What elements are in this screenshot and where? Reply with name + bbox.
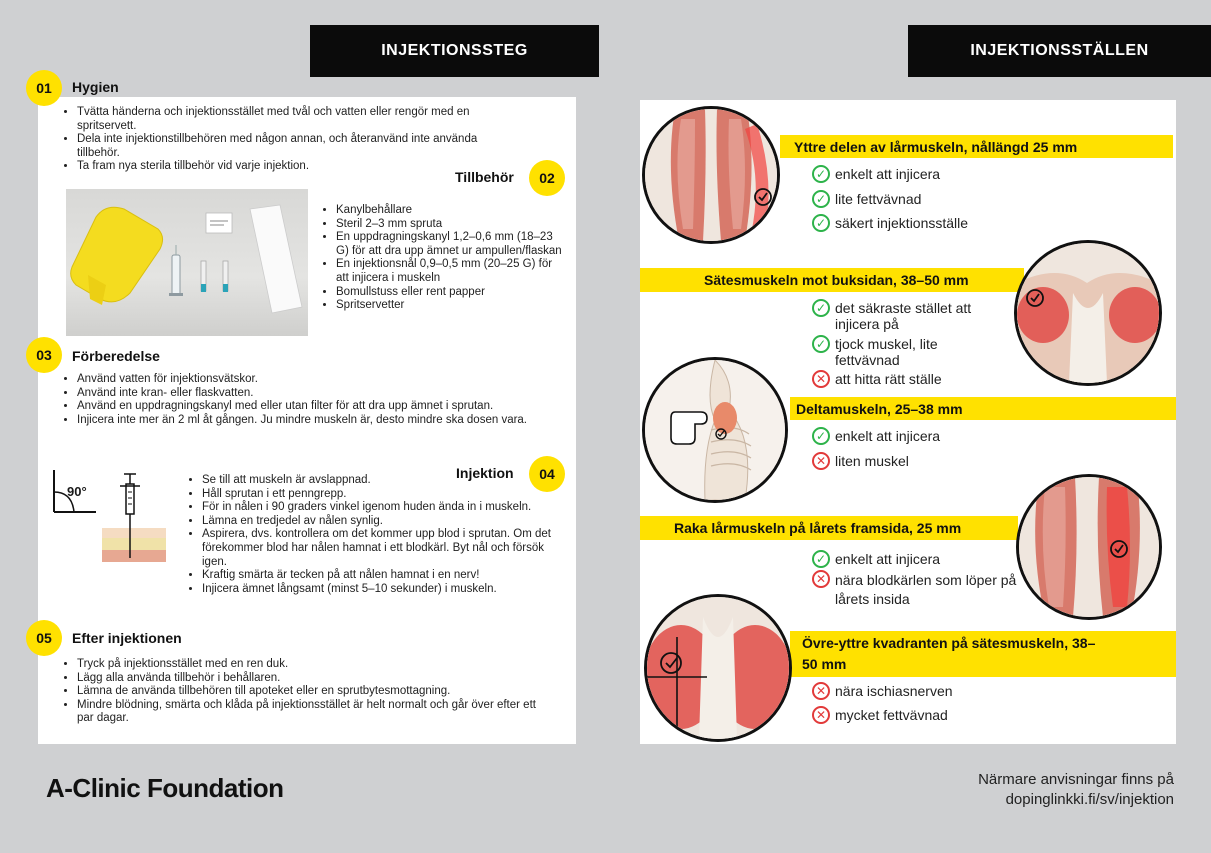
site-bar-rectus-femoris xyxy=(640,516,1018,540)
site-point-text: mycket fettvävnad xyxy=(835,707,948,723)
site-title: Yttre delen av lårmuskeln, nållängd 25 mm xyxy=(794,138,1078,155)
site-image-thigh-outer xyxy=(642,106,780,244)
step-number-04: 04 xyxy=(529,456,565,492)
site-point xyxy=(812,683,953,700)
list-item: • Ta fram nya sterila tillbehör vid varje injektion. xyxy=(77,160,483,174)
check-circle-icon: ✓ xyxy=(812,214,830,232)
site-point-text: tjock muskel, lite fettvävnad xyxy=(835,336,938,368)
site-point xyxy=(812,428,940,445)
check-circle-icon: ✓ xyxy=(812,165,830,183)
site-image-ventrogluteal xyxy=(1014,240,1162,386)
site-image-deltoid xyxy=(642,357,788,503)
section-title-injektion: Injektion xyxy=(456,465,514,481)
list-item: • Lägg alla använda tillbehör i behållaren. xyxy=(77,672,538,686)
injection-steps-header xyxy=(310,25,599,77)
x-circle-icon: ✕ xyxy=(812,370,830,388)
site-point-text: enkelt att injicera xyxy=(835,166,941,182)
list-item: • Kanylbehållare xyxy=(336,204,562,218)
step-number-02: 02 xyxy=(529,160,565,196)
site-bar-dorsogluteal xyxy=(790,631,1176,677)
check-circle-icon: ✓ xyxy=(812,335,830,353)
list-item: • Lämna en tredjedel av nålen synlig. xyxy=(202,515,558,529)
site-title: Deltamuskeln, 25–38 mm xyxy=(796,400,963,417)
forberedelse-list xyxy=(63,373,553,427)
list-item: • Kraftig smärta är tecken på att nålen hamnat i en nerv! xyxy=(202,569,558,583)
site-title: Sätesmuskeln mot buksidan, 38–50 mm xyxy=(704,272,969,288)
list-item: • Spritservetter xyxy=(336,299,562,313)
step-number-03: 03 xyxy=(26,337,62,373)
site-point xyxy=(812,215,968,232)
list-item: • Använd inte kran- eller flaskvatten. xyxy=(77,387,553,401)
list-item: • För in nålen i 90 graders vinkel igenom huden ända in i muskeln. xyxy=(202,501,558,515)
site-point-text: det säkraste stället att injicera på xyxy=(835,300,972,332)
site-point xyxy=(812,551,940,568)
header-left-text: INJEKTIONSSTEG xyxy=(381,42,528,59)
site-point-text: liten muskel xyxy=(835,453,909,469)
site-title: Raka lårmuskeln på lårets framsida, 25 mm xyxy=(674,520,962,536)
section-title-forberedelse: Förberedelse xyxy=(72,348,160,364)
site-point-text: nära ischiasnerven xyxy=(835,683,953,699)
site-point xyxy=(812,166,940,183)
check-circle-icon: ✓ xyxy=(812,427,830,445)
site-point-text: att hitta rätt ställe xyxy=(835,371,942,387)
list-item: • En uppdragningskanyl 1,2–0,6 mm (18–23 G) för att dra upp ämnet ur ampullen/flaskan xyxy=(336,231,562,258)
site-point xyxy=(812,707,948,724)
site-bar-ventrogluteal xyxy=(640,268,1024,292)
list-item: • Mindre blödning, smärta och klåda på injektionsstället är helt normalt och går över efter ett par dagar. xyxy=(77,699,538,726)
section-title-hygien: Hygien xyxy=(72,79,119,95)
site-bar-vastus-lateralis xyxy=(780,135,1173,158)
x-circle-icon: ✕ xyxy=(812,682,830,700)
check-circle-icon: ✓ xyxy=(812,299,830,317)
list-item: • En injektionsnål 0,9–0,5 mm (20–25 G) för att injicera i muskeln xyxy=(336,258,562,285)
shoulder-skeleton-illustration xyxy=(645,360,785,500)
list-item: • Tvätta händerna och injektionsstället med tvål och vatten eller rengör med en spritservett. xyxy=(77,106,483,133)
check-circle-icon: ✓ xyxy=(812,190,830,208)
list-item: • Injicera inte mer än 2 ml åt gången. Ju mindre muskeln är, desto mindre ska dosen vara. xyxy=(77,414,553,428)
header-right-text: INJEKTIONSSTÄLLEN xyxy=(970,42,1149,59)
front-thigh-illustration xyxy=(1019,477,1159,617)
site-point xyxy=(812,453,909,470)
x-circle-icon: ✕ xyxy=(812,706,830,724)
site-point xyxy=(812,336,952,368)
site-point xyxy=(812,191,921,208)
list-item: • Injicera ämnet långsamt (minst 5–10 sekunder) i muskeln. xyxy=(202,583,558,597)
hygien-list xyxy=(63,106,483,174)
site-bar-deltoid xyxy=(790,397,1176,420)
list-item: • Håll sprutan i ett penngrepp. xyxy=(202,488,558,502)
site-title: Övre-yttre kvadranten på sätesmuskeln, 38–50 mm xyxy=(802,635,1096,672)
angle-syringe-icon xyxy=(50,462,170,570)
angle-label: 90° xyxy=(67,484,87,499)
list-item: • Lämna de använda tillbehören till apoteket eller en sprutbytesmottagning. xyxy=(77,685,538,699)
hip-muscle-illustration xyxy=(1017,243,1159,383)
buttock-quadrant-illustration xyxy=(647,597,789,739)
list-item: • Dela inte injektionstillbehören med någon annan, och återanvänd inte använda tillbehör. xyxy=(77,133,483,160)
list-item: • Använd en uppdragningskanyl med eller utan filter för att dra upp ämnet i sprutan. xyxy=(77,400,553,414)
site-point xyxy=(812,571,1032,609)
list-item: • Se till att muskeln är avslappnad. xyxy=(202,474,558,488)
supplies-illustration xyxy=(66,189,308,336)
site-point-text: säkert injektionsställe xyxy=(835,215,969,231)
check-circle-icon: ✓ xyxy=(812,550,830,568)
efter-list xyxy=(63,658,538,726)
list-item: • Tryck på injektionsstället med en ren duk. xyxy=(77,658,538,672)
footer-link[interactable]: dopinglinkki.fi/sv/injektion xyxy=(1005,791,1174,808)
injection-diagram xyxy=(50,462,170,570)
supplies-photo xyxy=(66,189,308,336)
section-title-efter: Efter injektionen xyxy=(72,630,182,646)
list-item: • Bomullstuss eller rent papper xyxy=(336,286,562,300)
list-item: • Steril 2–3 mm spruta xyxy=(336,218,562,232)
list-item: • Använd vatten för injektionsvätskor. xyxy=(77,373,553,387)
injektion-list xyxy=(188,474,558,596)
list-item: • Aspirera, dvs. kontrollera om det kommer upp blod i sprutan. Om det förekommer blod har nålen hamnat i ett blodkärl. Byt nål och försök igen. xyxy=(202,528,558,569)
site-point-text: lite fettvävnad xyxy=(835,191,922,207)
thigh-muscle-illustration xyxy=(645,109,777,241)
site-image-rectus-femoris xyxy=(1016,474,1162,620)
site-point-text: enkelt att injicera xyxy=(835,428,941,444)
section-title-tillbehor: Tillbehör xyxy=(455,169,514,185)
site-image-dorsogluteal xyxy=(644,594,792,742)
step-number-01: 01 xyxy=(26,70,62,106)
injection-sites-header xyxy=(908,25,1211,77)
site-point xyxy=(812,371,942,388)
x-circle-icon: ✕ xyxy=(812,570,830,588)
x-circle-icon: ✕ xyxy=(812,452,830,470)
site-point-text: enkelt att injicera xyxy=(835,551,941,567)
site-point xyxy=(812,300,1012,332)
brand-logo: A-Clinic Foundation xyxy=(46,773,284,803)
site-point-text: nära blodkärlen som löper på lårets insida xyxy=(835,572,1017,607)
tillbehor-list xyxy=(322,204,562,313)
footer-line-1: Närmare anvisningar finns på xyxy=(978,771,1174,788)
step-number-05: 05 xyxy=(26,620,62,656)
